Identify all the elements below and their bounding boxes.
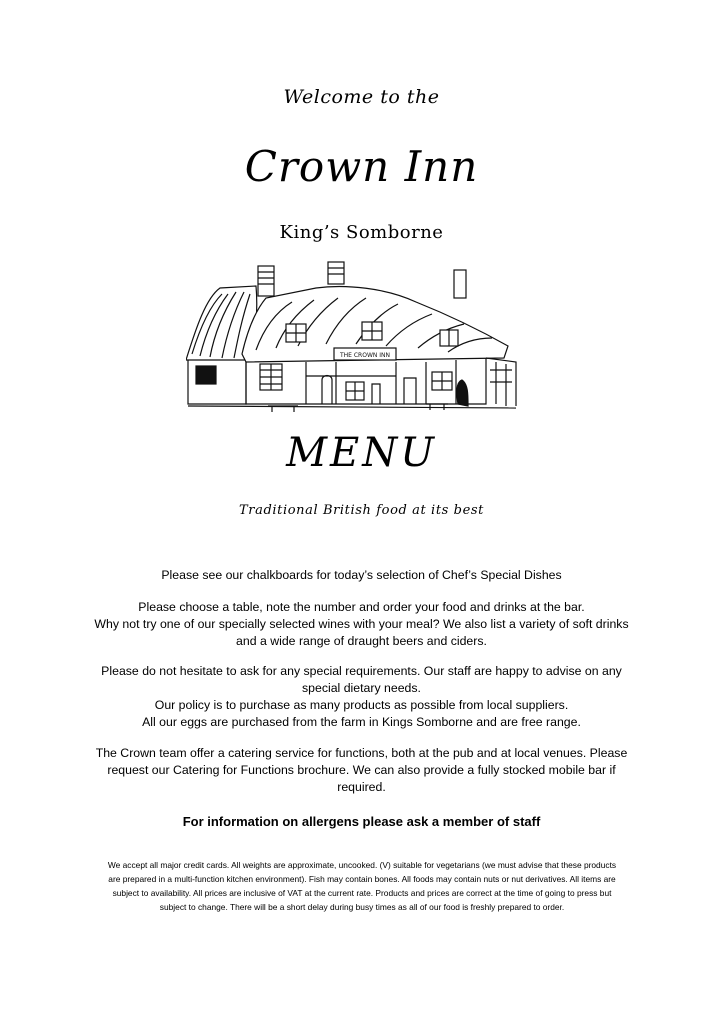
- fine-print-line: are prepared in a multi-function kitchen environment). Fish may contain bones. All foods may contain nuts or nut derivatives. All items are: [108, 874, 616, 884]
- menu-heading: MENU: [286, 430, 437, 476]
- requirements-paragraph: [60, 663, 663, 731]
- requirements-line: special dietary needs.: [302, 681, 421, 695]
- requirements-line: Please do not hesitate to ask for any special requirements. Our staff are happy to advise on any: [101, 664, 622, 678]
- ordering-line: Please choose a table, note the number and order your food and drinks at the bar.: [138, 600, 585, 614]
- ordering-line: Why not try one of our specially selected wines with your meal? We also list a variety of soft drinks: [94, 617, 629, 631]
- ordering-paragraph: [60, 599, 663, 650]
- pub-name-title: Crown Inn: [244, 142, 479, 191]
- catering-line: required.: [337, 780, 386, 794]
- fine-print: [86, 858, 638, 914]
- fine-print-line: subject to change. There will be a short delay during busy times as all of our food is freshly prepared to order.: [159, 902, 565, 912]
- chalkboard-notice: [60, 567, 663, 584]
- catering-paragraph: [60, 745, 663, 796]
- catering-line: request our Catering for Functions brochure. We can also provide a fully stocked mobile bar if: [107, 763, 616, 777]
- thatched-pub-drawing-icon: [186, 258, 522, 418]
- fine-print-line: We accept all major credit cards. All weights are approximate, uncooked. (V) suitable for vegetarians (we must advise that these products: [107, 860, 617, 870]
- chalkboard-line: Please see our chalkboards for today’s selection of Chef’s Special Dishes: [161, 568, 562, 582]
- welcome-text: Welcome to the: [283, 86, 440, 108]
- catering-line: The Crown team offer a catering service for functions, both at the pub and at local venues. Please: [95, 746, 628, 760]
- ordering-line: and a wide range of draught beers and ciders.: [236, 634, 487, 648]
- requirements-line: Our policy is to purchase as many products as possible from local suppliers.: [154, 698, 569, 712]
- tagline: Traditional British food at its best: [239, 503, 484, 518]
- requirements-line: All our eggs are purchased from the farm in Kings Somborne and are free range.: [142, 715, 581, 729]
- location-text: King’s Somborne: [279, 222, 444, 243]
- pub-sign-text: THE CROWN INN: [339, 352, 391, 359]
- allergen-notice: For information on allergens please ask a member of staff: [182, 814, 541, 829]
- fine-print-line: subject to availability. All prices are inclusive of VAT at the current rate. Products and prices are correct at the time of going to press but: [112, 888, 612, 898]
